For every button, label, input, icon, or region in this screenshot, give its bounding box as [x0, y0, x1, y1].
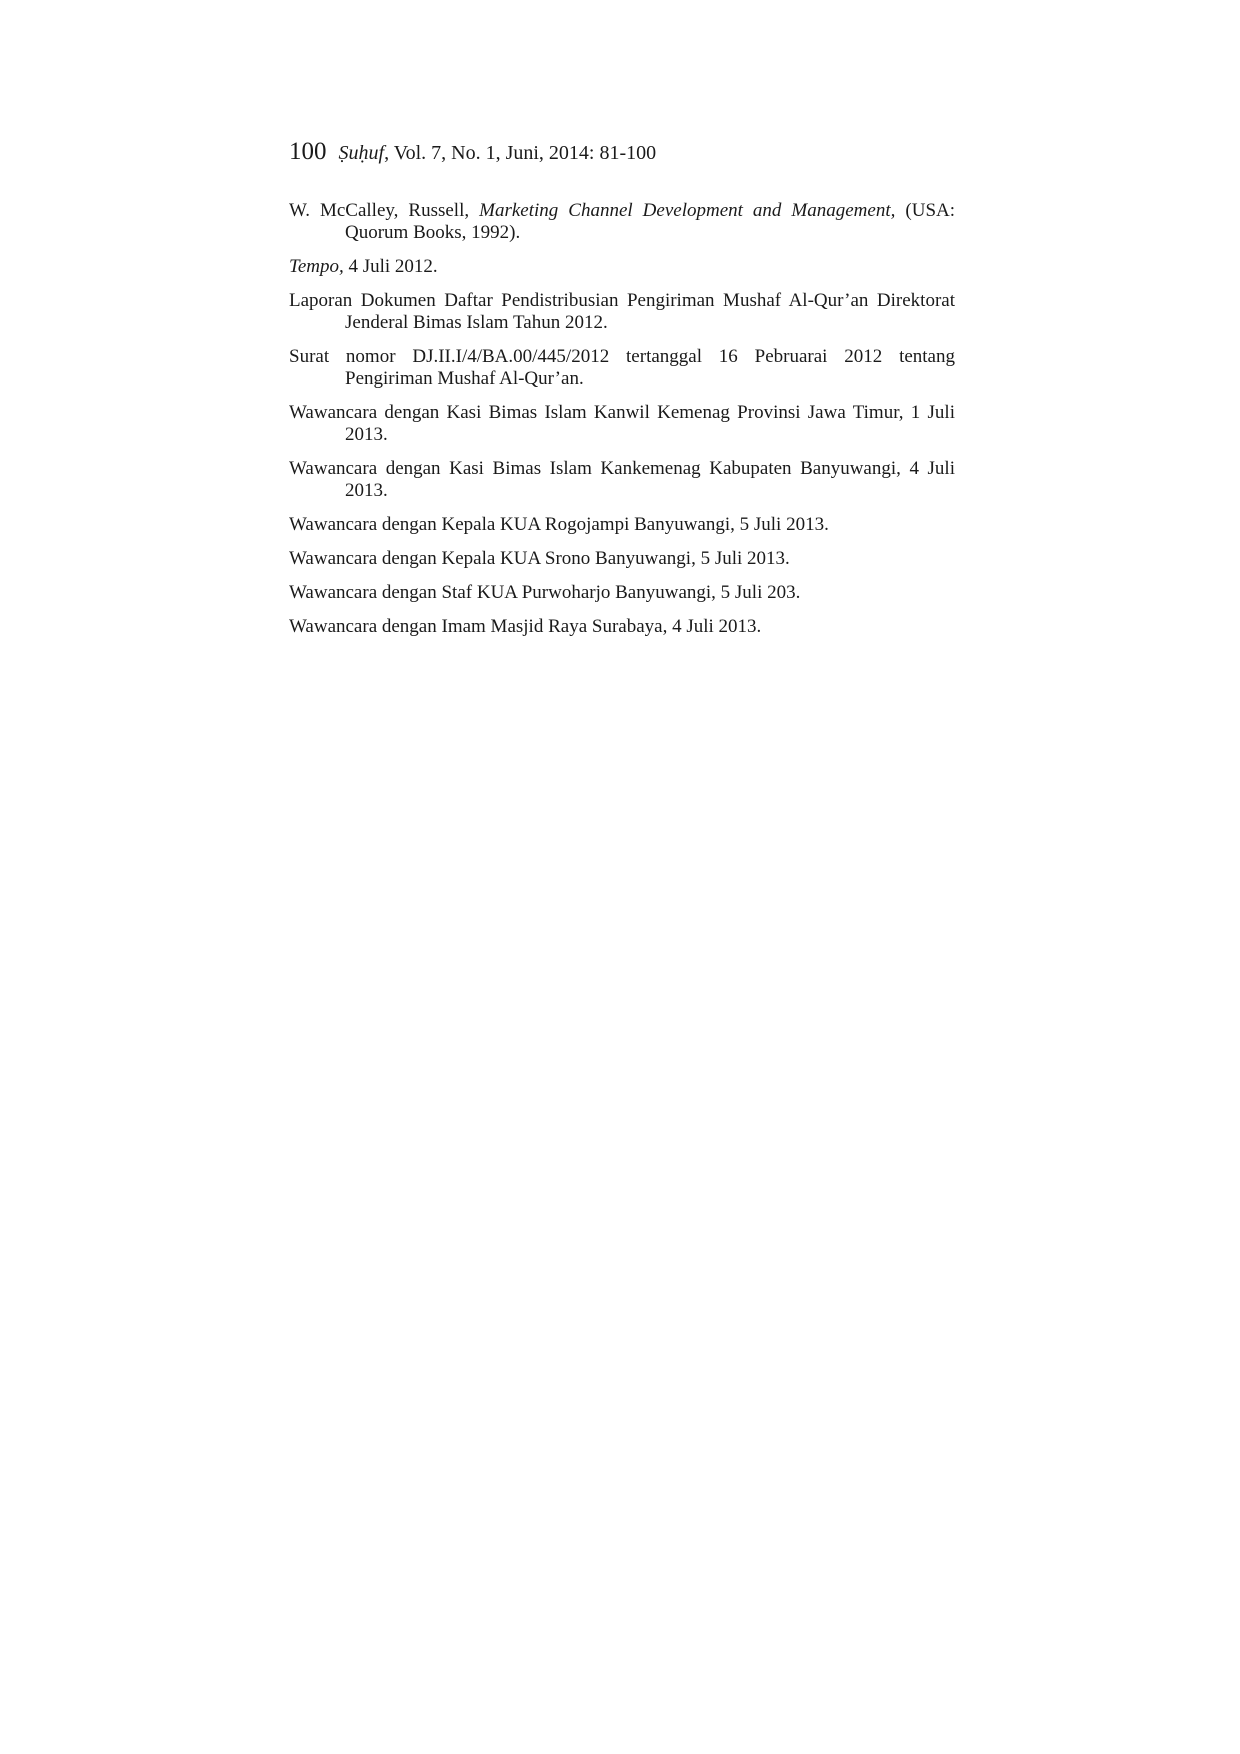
reference-title: Tempo,	[289, 256, 344, 277]
reference-entry: Wawancara dengan Kepala KUA Srono Banyuwangi, 5 Juli 2013.	[289, 548, 790, 569]
running-header	[289, 138, 656, 167]
reference-entry: Wawancara dengan Staf KUA Purwoharjo Banyuwangi, 5 Juli 203.	[289, 582, 801, 603]
page-number: 100	[289, 138, 327, 165]
bibliography-list	[289, 200, 955, 650]
journal-citation: , Vol. 7, No. 1, Juni, 2014: 81-100	[384, 142, 657, 164]
reference-entry	[289, 256, 955, 278]
reference-publication: 4 Juli 2012.	[348, 256, 438, 277]
reference-entry: Wawancara dengan Kasi Bimas Islam Kanwil Kemenag Provinsi Jawa Timur, 1 Juli 2013.	[289, 402, 955, 445]
reference-entry: Wawancara dengan Imam Masjid Raya Surabaya, 4 Juli 2013.	[289, 616, 762, 637]
reference-entry: Wawancara dengan Kepala KUA Rogojampi Banyuwangi, 5 Juli 2013.	[289, 514, 829, 535]
reference-entry: Wawancara dengan Kasi Bimas Islam Kankemenag Kabupaten Banyuwangi, 4 Juli 2013.	[289, 458, 955, 501]
reference-title: Marketing Channel Development and Management,	[479, 200, 896, 221]
reference-entry	[289, 200, 955, 244]
reference-author: W. McCalley, Russell,	[289, 200, 470, 221]
reference-publication: (USA: Quorum Books, 1992).	[345, 200, 956, 243]
journal-name: Ṣuḥuf	[338, 142, 385, 164]
reference-entry: Laporan Dokumen Daftar Pendistribusian Pengiriman Mushaf Al-Qur’an Direktorat Jenderal Bimas Islam Tahun 2012.	[289, 290, 955, 333]
reference-entry: Surat nomor DJ.II.I/4/BA.00/445/2012 tertanggal 16 Pebruarai 2012 tentang Pengiriman Mushaf Al-Qur’an.	[289, 346, 955, 389]
